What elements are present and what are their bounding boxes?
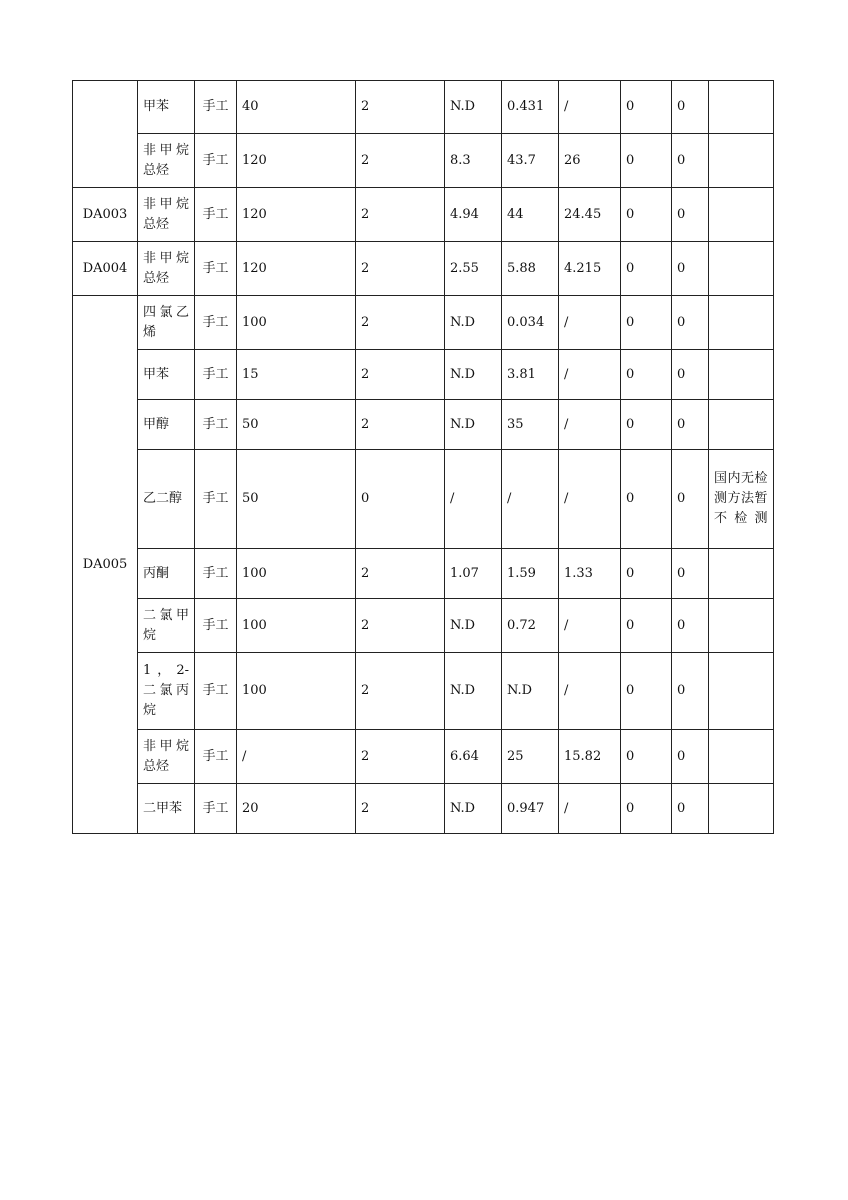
method-cell: 手工 [195,730,237,784]
max-value-cell: 44 [502,188,559,242]
method-cell: 手工 [195,784,237,834]
min-value-cell: N.D [445,296,502,350]
max-value-cell: 35 [502,400,559,450]
sample-count-cell: 2 [356,81,445,134]
exceed-rate-cell: 0 [672,400,709,450]
avg-value-cell: 1.33 [559,549,621,599]
pollutant-cell: 甲苯 [138,81,195,134]
max-value-cell: 5.88 [502,242,559,296]
limit-cell: 100 [237,296,356,350]
exceed-rate-cell: 0 [672,599,709,653]
sample-count-cell: 2 [356,296,445,350]
table-row [73,81,774,134]
min-value-cell: 2.55 [445,242,502,296]
min-value-cell: 6.64 [445,730,502,784]
exceed-times-cell: 0 [621,730,672,784]
max-value-cell: 0.947 [502,784,559,834]
avg-value-cell: 15.82 [559,730,621,784]
outlet-cell: DA005 [73,296,138,834]
pollutant-cell: 甲苯 [138,350,195,400]
avg-value-cell: / [559,296,621,350]
min-value-cell: N.D [445,400,502,450]
max-value-cell: 1.59 [502,549,559,599]
exceed-rate-cell: 0 [672,242,709,296]
note-cell [709,296,774,350]
exceed-times-cell: 0 [621,296,672,350]
limit-cell: 100 [237,599,356,653]
exceed-rate-cell: 0 [672,134,709,188]
method-cell: 手工 [195,599,237,653]
avg-value-cell: / [559,653,621,730]
exceed-rate-cell: 0 [672,296,709,350]
table-row [73,653,774,730]
note-cell [709,784,774,834]
pollutant-cell: 丙酮 [138,549,195,599]
avg-value-cell: / [559,784,621,834]
sample-count-cell: 2 [356,784,445,834]
avg-value-cell: / [559,599,621,653]
method-cell: 手工 [195,134,237,188]
exceed-rate-cell: 0 [672,188,709,242]
limit-cell: 120 [237,134,356,188]
exceed-rate-cell: 0 [672,730,709,784]
exceed-times-cell: 0 [621,134,672,188]
limit-cell: 100 [237,653,356,730]
method-cell: 手工 [195,549,237,599]
min-value-cell: N.D [445,350,502,400]
method-cell: 手工 [195,81,237,134]
max-value-cell: 0.034 [502,296,559,350]
outlet-cell: DA003 [73,188,138,242]
sample-count-cell: 2 [356,188,445,242]
avg-value-cell: 24.45 [559,188,621,242]
min-value-cell: 4.94 [445,188,502,242]
method-cell: 手工 [195,450,237,549]
limit-cell: 40 [237,81,356,134]
exceed-times-cell: 0 [621,549,672,599]
note-cell [709,400,774,450]
note-cell [709,599,774,653]
limit-cell: 100 [237,549,356,599]
sample-count-cell: 2 [356,730,445,784]
exceed-rate-cell: 0 [672,450,709,549]
min-value-cell: 8.3 [445,134,502,188]
avg-value-cell: / [559,81,621,134]
max-value-cell: N.D [502,653,559,730]
limit-cell: 20 [237,784,356,834]
note-cell [709,242,774,296]
exceed-times-cell: 0 [621,242,672,296]
table-row [73,188,774,242]
sample-count-cell: 2 [356,400,445,450]
max-value-cell: 0.72 [502,599,559,653]
exceed-times-cell: 0 [621,400,672,450]
avg-value-cell: / [559,400,621,450]
max-value-cell: 0.431 [502,81,559,134]
min-value-cell: N.D [445,599,502,653]
limit-cell: 50 [237,450,356,549]
method-cell: 手工 [195,188,237,242]
table-row [73,549,774,599]
table-row [73,599,774,653]
pollutant-cell: 乙二醇 [138,450,195,549]
table-row [73,450,774,549]
method-cell: 手工 [195,350,237,400]
pollutant-cell: 非甲烷总烃 [138,188,195,242]
table-row [73,784,774,834]
exceed-times-cell: 0 [621,81,672,134]
note-cell [709,81,774,134]
exceed-times-cell: 0 [621,188,672,242]
limit-cell: 15 [237,350,356,400]
limit-cell: 120 [237,242,356,296]
max-value-cell: 43.7 [502,134,559,188]
sample-count-cell: 2 [356,242,445,296]
pollutant-cell: 二甲苯 [138,784,195,834]
min-value-cell: N.D [445,784,502,834]
table-row [73,400,774,450]
sample-count-cell: 0 [356,450,445,549]
pollutant-cell: 甲醇 [138,400,195,450]
table-row [73,296,774,350]
limit-cell: 50 [237,400,356,450]
emissions-monitoring-table [72,80,774,834]
min-value-cell: / [445,450,502,549]
pollutant-cell: 非甲烷总烃 [138,730,195,784]
table-row [73,242,774,296]
exceed-rate-cell: 0 [672,81,709,134]
table-row [73,134,774,188]
table-row [73,350,774,400]
exceed-rate-cell: 0 [672,784,709,834]
note-cell [709,549,774,599]
avg-value-cell: 26 [559,134,621,188]
max-value-cell: 3.81 [502,350,559,400]
method-cell: 手工 [195,296,237,350]
method-cell: 手工 [195,242,237,296]
exceed-times-cell: 0 [621,784,672,834]
note-cell [709,350,774,400]
limit-cell: 120 [237,188,356,242]
sample-count-cell: 2 [356,599,445,653]
sample-count-cell: 2 [356,549,445,599]
min-value-cell: 1.07 [445,549,502,599]
pollutant-cell: 非甲烷总烃 [138,242,195,296]
exceed-rate-cell: 0 [672,350,709,400]
method-cell: 手工 [195,653,237,730]
note-cell: 国内无检测方法暂不检测 [709,450,774,549]
note-cell [709,730,774,784]
table-row [73,730,774,784]
avg-value-cell: 4.215 [559,242,621,296]
min-value-cell: N.D [445,653,502,730]
avg-value-cell: / [559,450,621,549]
pollutant-cell: 四氯乙烯 [138,296,195,350]
exceed-times-cell: 0 [621,653,672,730]
sample-count-cell: 2 [356,134,445,188]
pollutant-cell: 非甲烷总烃 [138,134,195,188]
outlet-cell: DA004 [73,242,138,296]
note-cell [709,188,774,242]
max-value-cell: / [502,450,559,549]
pollutant-cell: 1，2-二氯丙烷 [138,653,195,730]
max-value-cell: 25 [502,730,559,784]
avg-value-cell: / [559,350,621,400]
method-cell: 手工 [195,400,237,450]
pollutant-cell: 二氯甲烷 [138,599,195,653]
outlet-cell [73,81,138,188]
exceed-rate-cell: 0 [672,549,709,599]
note-cell [709,653,774,730]
exceed-times-cell: 0 [621,450,672,549]
sample-count-cell: 2 [356,350,445,400]
exceed-times-cell: 0 [621,599,672,653]
note-cell [709,134,774,188]
sample-count-cell: 2 [356,653,445,730]
min-value-cell: N.D [445,81,502,134]
limit-cell: / [237,730,356,784]
exceed-times-cell: 0 [621,350,672,400]
table-body [73,81,774,834]
exceed-rate-cell: 0 [672,653,709,730]
